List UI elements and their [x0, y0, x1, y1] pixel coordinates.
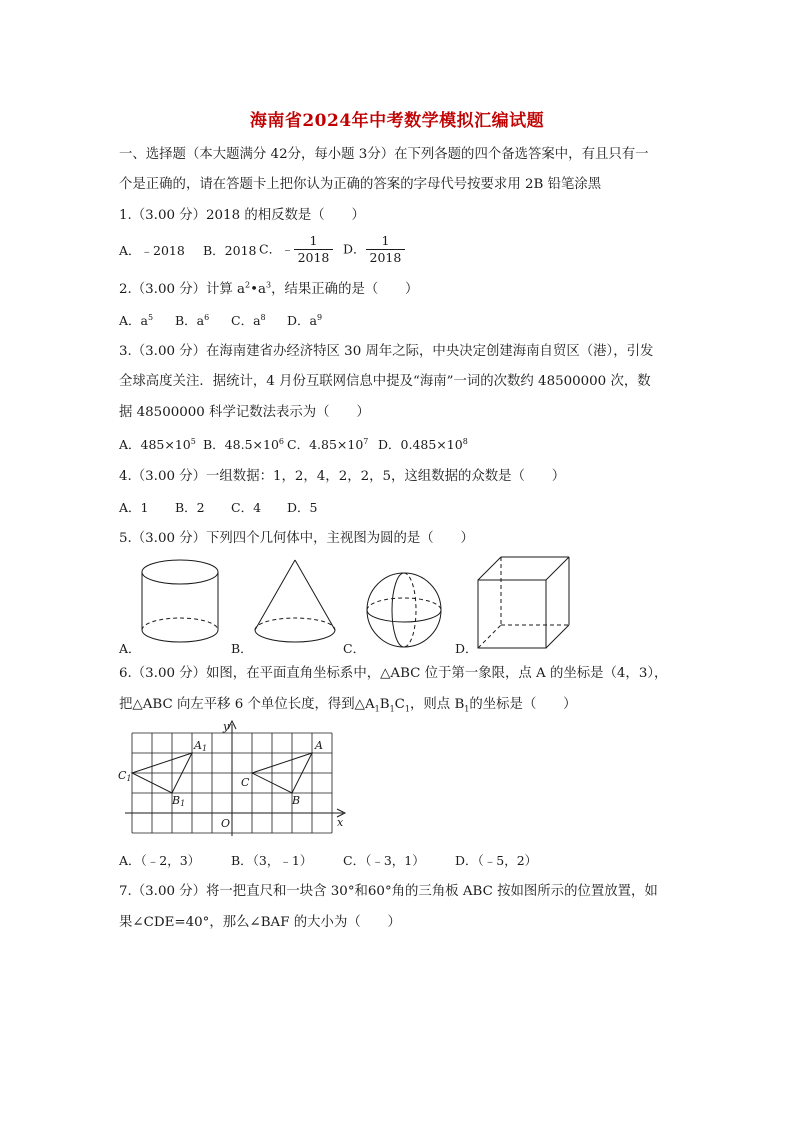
q2-text-3: ，结果正确的是（ ）	[271, 282, 419, 297]
fraction-numerator: 1	[294, 233, 334, 250]
option-text: D．0.485×10	[378, 437, 463, 452]
exponent: 8	[260, 312, 266, 322]
cone-base-front	[255, 630, 335, 642]
exponent: 2	[245, 280, 251, 290]
question-7-line-1: 7.（3.00 分）将一把直尺和一块含 30°和60°角的三角板 ABC 按如图所示的位置放置，如	[119, 884, 658, 899]
page-title: 海南省2024年中考数学模拟汇编试题	[249, 111, 545, 131]
section-instructions-line-1: 一、选择题（本大题满分 42分，每小题 3分）在下列各题的四个备选答案中，有且只有一	[119, 147, 649, 162]
exponent: 9	[316, 312, 323, 322]
exponent: 8	[462, 436, 468, 446]
question-4-stem: 4.（3.00 分）一组数据：1，2，4，2，2，5，这组数据的众数是（ ）	[119, 469, 566, 484]
question-3-option-b	[203, 436, 284, 454]
cube-edge	[546, 557, 569, 580]
question-1-option-d	[343, 233, 405, 266]
option-d-label: D．	[343, 241, 366, 257]
cylinder-bottom-front	[142, 630, 218, 642]
fraction	[294, 233, 334, 266]
fraction	[366, 233, 406, 266]
question-2-option-d	[287, 312, 322, 330]
sphere-equator-front	[367, 610, 441, 622]
option-text: B．48.5×10	[203, 437, 279, 452]
cone-figure	[245, 555, 345, 650]
question-7-line-2: 果∠CDE=40°，那么∠BAF 的大小为（ ）	[119, 915, 401, 930]
question-2-option-b	[175, 312, 209, 330]
coordinate-grid-figure	[115, 718, 355, 838]
question-5-stem: 5.（3.00 分）下列四个几何体中，主视图为圆的是（ ）	[119, 531, 474, 546]
question-2-stem	[119, 280, 418, 300]
cube-edge	[546, 625, 569, 648]
cone-base-back	[255, 618, 335, 630]
sphere-figure	[362, 570, 452, 652]
point-c-label: C	[241, 776, 250, 789]
question-6-option-a: A．（﹣2，3）	[119, 853, 201, 868]
question-3-line-2: 全球高度关注．据统计，4 月份互联网信息中提及“海南”一词的次数约 48500000 次，数	[119, 374, 651, 389]
subscript: 1	[374, 704, 380, 714]
question-5-option-d: D．	[455, 641, 478, 656]
question-4-option-a: A．1	[119, 500, 149, 515]
exponent: 3	[266, 280, 272, 290]
point-a1-label: A1	[194, 739, 208, 753]
subscript: 1	[389, 704, 395, 714]
question-4-option-d: D．5	[287, 500, 318, 515]
option-text: D．a	[287, 313, 317, 328]
question-3-option-a	[119, 436, 196, 454]
question-6-option-b: B．（3，﹣1）	[231, 853, 313, 868]
option-text: A．485×10	[119, 437, 191, 452]
exponent: 7	[363, 436, 369, 446]
question-1-option-a: A．﹣2018	[119, 243, 185, 258]
point-a-label: A	[315, 739, 323, 752]
question-6-line-2	[119, 695, 577, 715]
exponent: 5	[147, 312, 154, 322]
fraction-denominator: 2018	[369, 250, 402, 265]
question-4-option-c: C．4	[231, 500, 262, 515]
question-5-option-c: C．	[343, 641, 366, 656]
option-text: C．a	[231, 313, 261, 328]
x-axis-label: x	[337, 816, 344, 829]
q6-text-1: 把△ABC 向左平移 6 个单位长度，得到△A	[119, 697, 375, 712]
point-b1-label: B1	[172, 794, 186, 808]
question-3-option-d	[378, 436, 468, 454]
sphere-outline	[367, 573, 441, 647]
fraction-denominator: 2018	[297, 250, 330, 265]
question-3-line-3: 据 48500000 科学记数法表示为（ ）	[119, 405, 370, 420]
q6-text-c: C	[394, 697, 405, 712]
question-1-option-b: B．2018	[203, 243, 257, 258]
point-c1-label: C1	[118, 769, 132, 783]
question-2-option-c	[231, 312, 266, 330]
cube-hidden-edge	[478, 625, 501, 648]
sphere-equator-back	[367, 598, 441, 610]
option-text: A．a	[119, 313, 148, 328]
exponent: 6	[278, 436, 284, 446]
question-1-stem: 1.（3.00 分）2018 的相反数是（ ）	[119, 208, 365, 223]
option-text: B．a	[175, 313, 205, 328]
section-instructions-line-2: 个是正确的，请在答题卡上把你认为正确的答案的字母代号按要求用 2B 铅笔涂黑	[119, 177, 602, 192]
subscript: 1	[464, 704, 470, 714]
option-text: C．4.85×10	[287, 437, 364, 452]
question-6-option-c: C．（﹣3，1）	[343, 853, 425, 868]
cylinder-figure	[130, 555, 230, 650]
question-5-option-a: A．	[119, 641, 141, 656]
question-3-line-1: 3.（3.00 分）在海南建省办经济特区 30 周年之际，中央决定创建海南自贸区（港），引发	[119, 344, 654, 359]
cylinder-bottom-back	[142, 618, 218, 630]
exponent: 5	[190, 436, 196, 446]
question-1-option-c	[259, 233, 333, 266]
sphere-meridian-back	[404, 573, 416, 647]
point-b-label: B	[292, 794, 301, 807]
question-2-option-a	[119, 312, 153, 330]
question-4-option-b: B．2	[175, 500, 205, 515]
exponent: 6	[204, 312, 210, 322]
cube-figure	[470, 553, 580, 653]
subscript: 1	[404, 704, 411, 714]
question-6-option-d: D．（﹣5，2）	[455, 853, 538, 868]
y-axis-label: y	[223, 720, 230, 733]
q6-text-b: B	[379, 697, 390, 712]
fraction-numerator: 1	[366, 233, 406, 250]
q6-text-3: 的坐标是（ ）	[469, 697, 577, 712]
question-3-option-c	[287, 436, 368, 454]
origin-label: O	[221, 817, 231, 830]
q2-text-1: 2.（3.00 分）计算 a	[119, 282, 246, 297]
question-6-line-1: 6.（3.00 分）如图，在平面直角坐标系中，△ABC 位于第一象限，点 A 的坐标是（4，3），	[119, 666, 668, 681]
q6-text-2: ，则点 B	[410, 697, 465, 712]
sphere-meridian-front	[392, 573, 404, 647]
cube-edge	[478, 557, 501, 580]
q2-text-2: •a	[250, 282, 267, 297]
question-5-option-b: B．	[231, 641, 253, 656]
option-c-label: C．﹣	[259, 241, 294, 257]
cylinder-top-ellipse	[142, 560, 218, 584]
